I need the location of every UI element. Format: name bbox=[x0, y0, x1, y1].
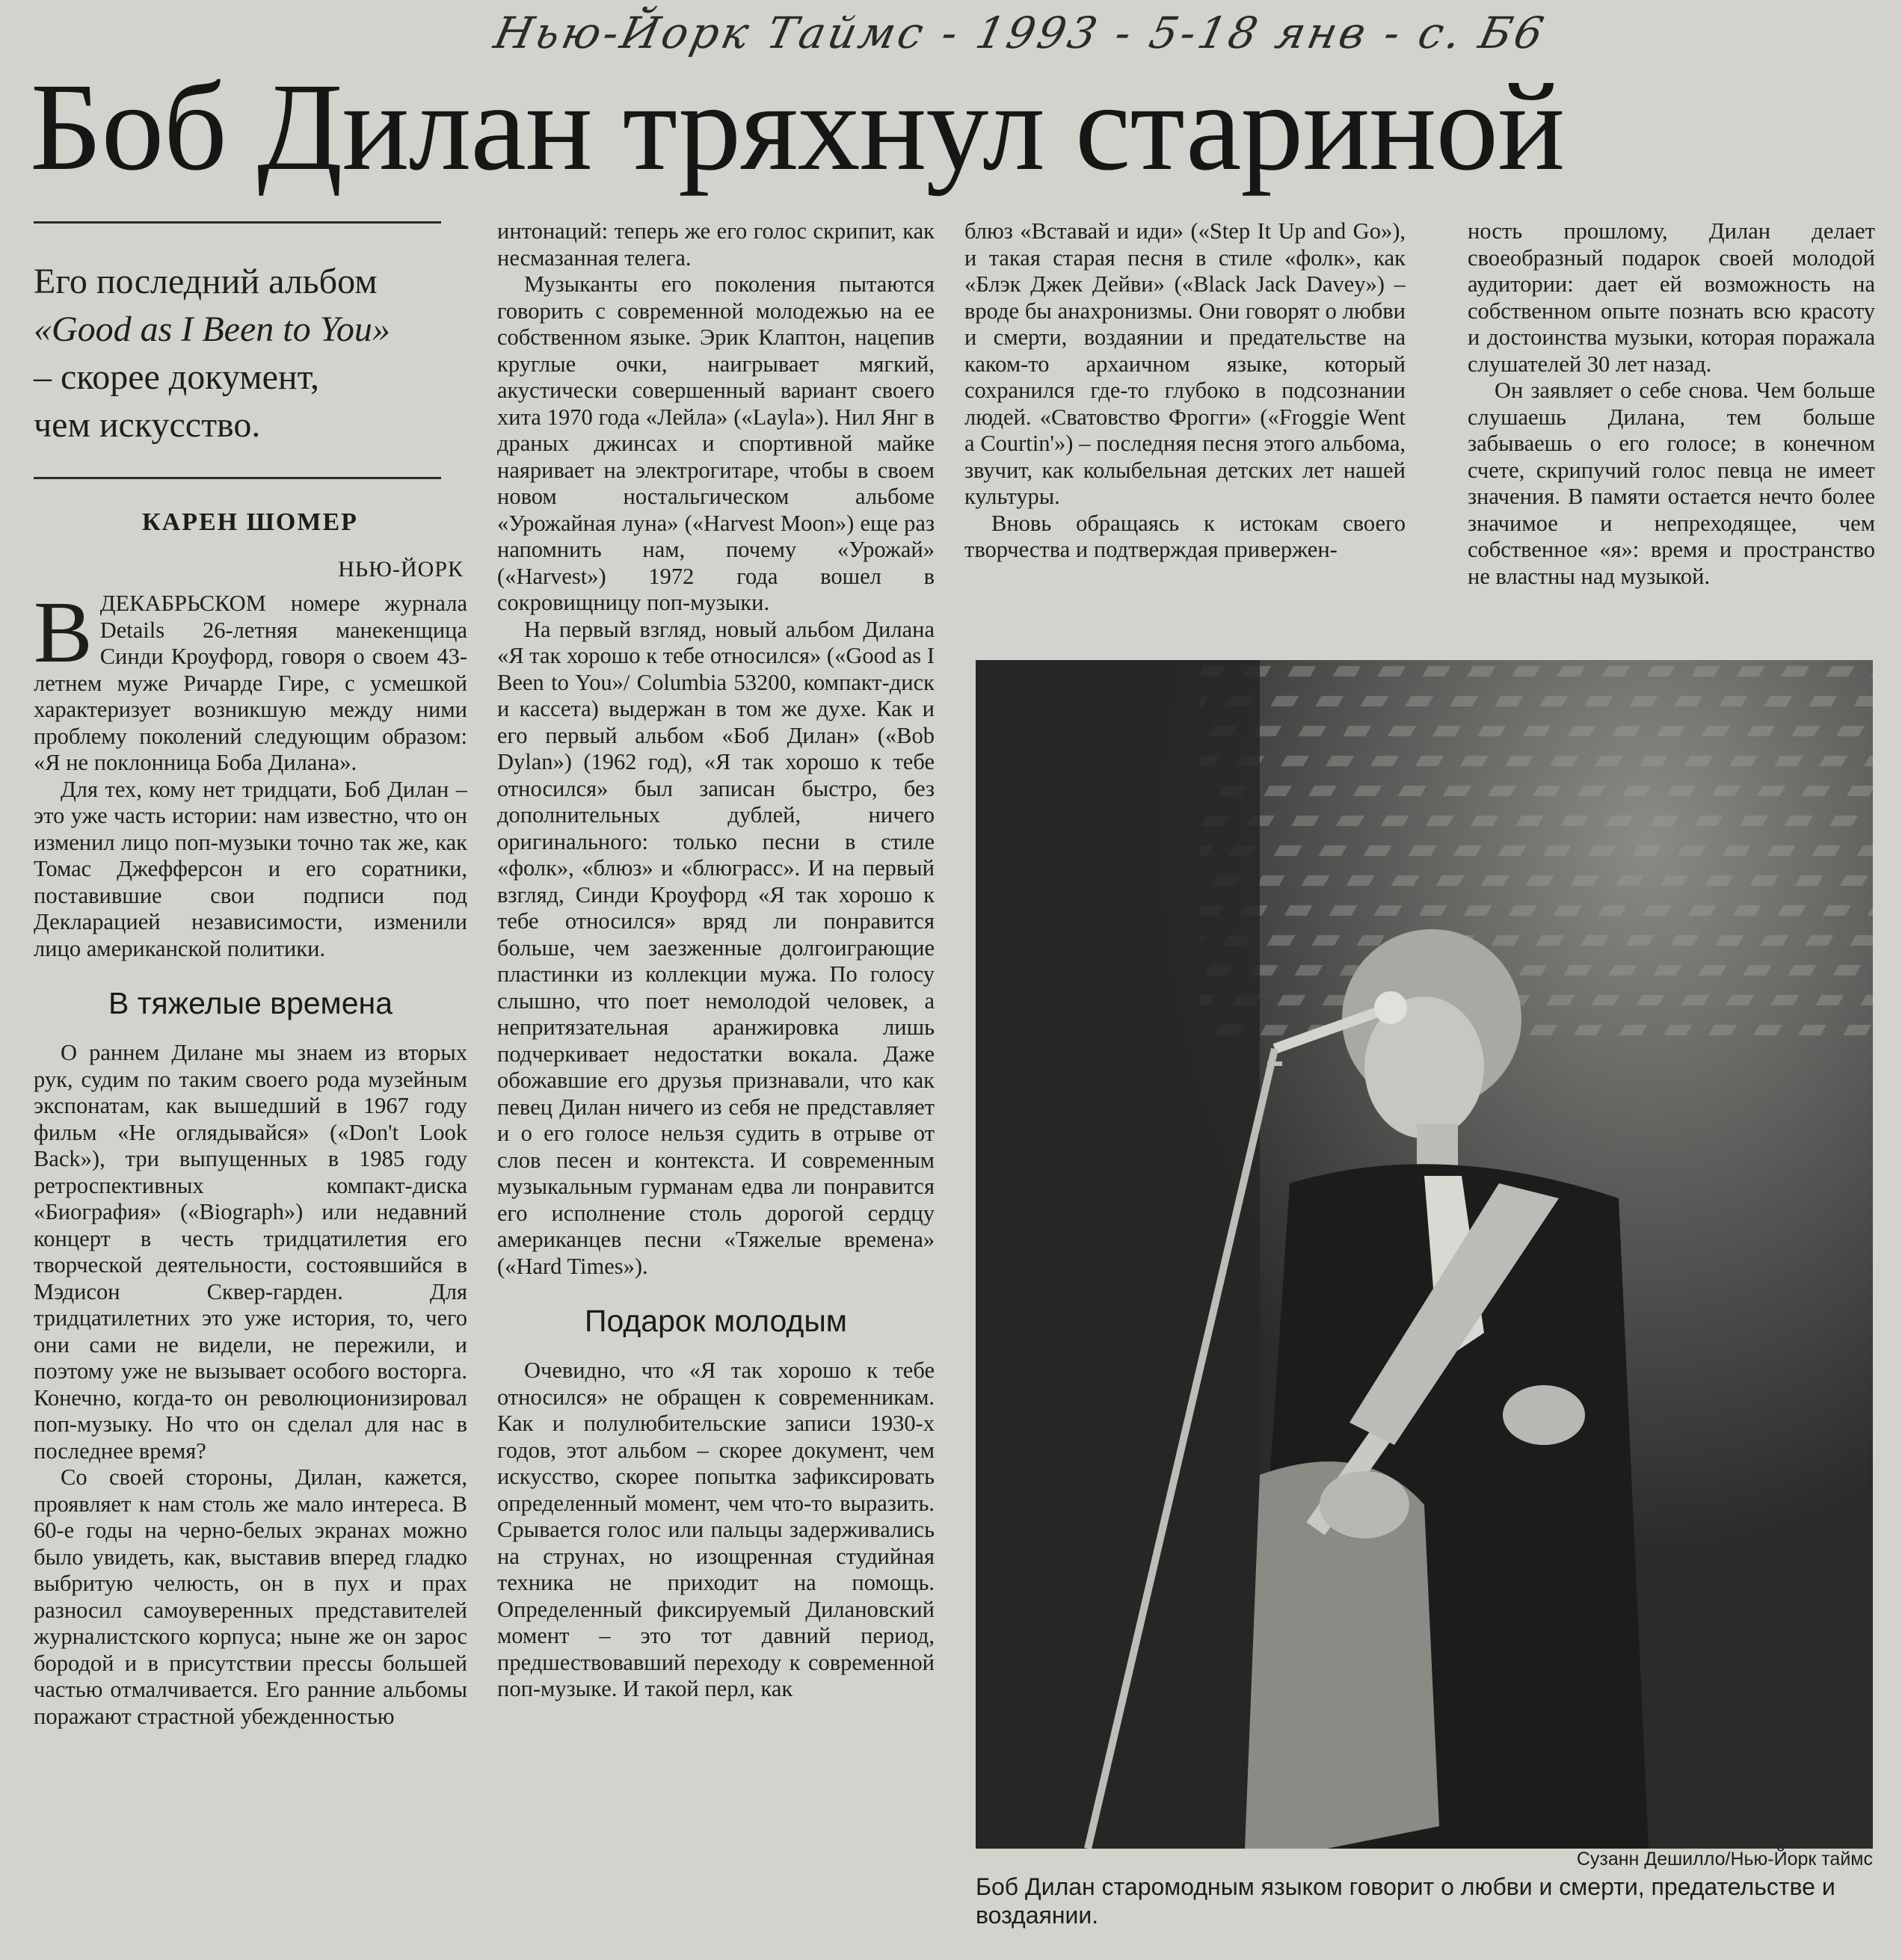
lead-text: ДЕКАБРЬСКОМ номере журнала Details 26-летняя манекенщица Синди Кроуфорд, говоря о своем 43-летнем муже Ричарде Гире, с усмешкой характеризует возникшую между ними проблему поколений следующим образом: «Я не поклонница Боба Дилана». bbox=[34, 591, 467, 775]
paragraph: Он заявляет о себе снова. Чем больше слушаешь Дилана, тем больше забываешь о его голосе; в конечном счете, скрипучий голос певца не имеет значения. В памяти остается нечто более значимое и непреходящее, чем собственное «я»: время и пространство не властны над музыкой. bbox=[1468, 377, 1875, 589]
byline: КАРЕН ШОМЕР bbox=[142, 508, 358, 536]
deck bbox=[34, 258, 464, 460]
article-column-3 bbox=[964, 218, 1406, 614]
deck-line-3: – скорее документ, bbox=[34, 357, 319, 397]
paragraph: ность прошлому, Дилан делает своеобразный подарок своей молодой аудитории: дает ей возможность на собственном опыте познать всю красоту и достоинства музыки, которая поражала слушателей 30 лет назад. bbox=[1468, 218, 1875, 377]
headline: Боб Дилан тряхнул стариной bbox=[30, 58, 1565, 197]
deck-bottom-rule bbox=[34, 477, 441, 479]
paragraph: О раннем Дилане мы знаем из вторых рук, судим по таким своего рода музейным экспонатам, как вышедший в 1967 году фильм «Не оглядывайся» («Don't Look Back»), три выпущенных в 1985 году ретроспективных компакт-диска «Биография» («Biograph») или недавний концерт в честь тридцатилетия его творческой деятельности, состоявшийся в Мэдисон Сквер-гарден. Для тридцатилетних это уже история, то, чего они сами не видели, не пережили, и поэтому уже не вызывает особого восторга. Конечно, когда-то он революционизировал поп-музыку. Но что он сделал для нас в последнее время? bbox=[34, 1040, 467, 1464]
article-column-1 bbox=[34, 591, 467, 1959]
deck-line-4: чем искусство. bbox=[34, 405, 261, 445]
paragraph: интонаций: теперь же его голос скрипит, как несмазанная телега. bbox=[497, 218, 935, 271]
article-column-4 bbox=[1468, 218, 1875, 622]
paragraph: Вновь обращаясь к истокам своего творчества и подтверждая привержен- bbox=[964, 510, 1406, 562]
dateline: НЬЮ-ЙОРК bbox=[338, 557, 464, 582]
lead-paragraph bbox=[34, 591, 467, 777]
deck-top-rule bbox=[34, 221, 441, 224]
paragraph: Для тех, кому нет тридцати, Боб Дилан – это уже часть истории: нам известно, что он изменил лицо поп-музыки точно так же, как Томас Джефферсон и его соратники, поставившие свои подписи под Декларацией независимости, изменили лицо американской политики. bbox=[34, 776, 467, 961]
photo-illustration bbox=[976, 660, 1873, 1849]
subheading: В тяжелые времена bbox=[108, 986, 393, 1020]
paragraph: Со своей стороны, Дилан, кажется, проявляет к нам столь же мало интереса. В 60-е годы на черно-белых экранах можно было увидеть, как, выставив вперед гладко выбритую челюсть, он в пух и прах разносил самоуверенных представителей журналистского корпуса; ныне же он зарос бородой и в присутствии прессы большей частью отмалчивается. Его ранние альбомы поражают страстной убежденностью bbox=[34, 1464, 467, 1729]
drop-cap: В bbox=[34, 591, 93, 681]
paragraph: Музыканты его поколения пытаются говорить с современной молодежью на ее собственном языке. Эрик Клаптон, нацепив круглые очки, наигрывает мягкий, акустически совершенный вариант своего хита 1970 года «Лейла» («Layla»). Нил Янг в драных джинсах и спортивной майке наяривает на электрогитаре, чтобы в своем новом ностальгическом альбоме «Урожайная луна» («Harvest Moon») еще раз напомнить нам, почему «Урожай» («Harvest») 1972 года вошел в сокровищницу поп-музыки. bbox=[497, 271, 935, 615]
concert-photo bbox=[976, 660, 1873, 1849]
paragraph: Очевидно, что «Я так хорошо к тебе относился» не обращен к современникам. Как и полулюбительские записи 1930-х годов, этот альбом – скорее документ, чем искусство, скорее попытка зафиксировать определенный момент, чем что-то выразить. Срывается голос или пальцы задерживались на струнах, но изощренная студийная техника не приходит на помощь. Определенный фиксируемый Дилановский момент – это тот давний период, предшествовавший переходу к современной поп-музыке. И такой перл, как bbox=[497, 1357, 935, 1701]
photo-caption: Боб Дилан старомодным языком говорит о любви и смерти, предательстве и воздаянии. bbox=[976, 1873, 1835, 1929]
deck-line-1: Его последний альбом bbox=[34, 262, 378, 301]
paragraph: На первый взгляд, новый альбом Дилана «Я так хорошо к тебе относился» («Good as I Been to You»/ Columbia 53200, компакт-диск и кассета) выдержан в том же духе. Как и его первый альбом «Боб Дилан» («Bob Dylan») (1962 год), «Я так хорошо к тебе относился» был записан быстро, без дополнительных дублей, ничего оригинального: только песни в стиле «фолк», «блюз» и «блюграсс». И на первый взгляд, Синди Кроуфорд «Я так хорошо к тебе относился» вряд ли понравится больше, чем заезженные долгоиграющие пластинки из коллекции мужа. По голосу слышно, что поет немолодой человек, а непритязательная аранжировка лишь подчеркивает недостатки вокала. Даже обожавшие его друзья признавали, что как певец Дилан ничего из себя не представляет и о его голосе нельзя судить в отрыве от слов песен и контекста. И современным музыкальным гурманам едва ли понравится его исполнение столь дорогой сердцу американцев песни «Тяжелые времена» («Hard Times»). bbox=[497, 616, 935, 1279]
handwritten-annotation: Нью-Йорк Таймс - 1993 - 5-18 янв - с. Б6 bbox=[490, 7, 1551, 58]
subheading: Подарок молодым bbox=[585, 1304, 847, 1338]
article-column-2 bbox=[497, 218, 935, 1960]
photo-credit: Сузанн Дешилло/Нью-Йорк таймс bbox=[1576, 1849, 1873, 1870]
deck-album-title: «Good as I Been to You» bbox=[34, 309, 390, 349]
paragraph: блюз «Вставай и иди» («Step It Up and Go»), и такая старая песня в стиле «фолк», как «Блэк Джек Дейви» («Black Jack Davey») – вроде бы анахронизмы. Они говорят о любви и смерти, воздаянии и предательстве на каком-то архаичном языке, который сохранился где-то глубоко в подсознании людей. «Сватовство Фрогги» («Froggie Went a Courtin'») – последняя песня этого альбома, звучит, как колыбельная детских лет нашей культуры. bbox=[964, 218, 1406, 509]
